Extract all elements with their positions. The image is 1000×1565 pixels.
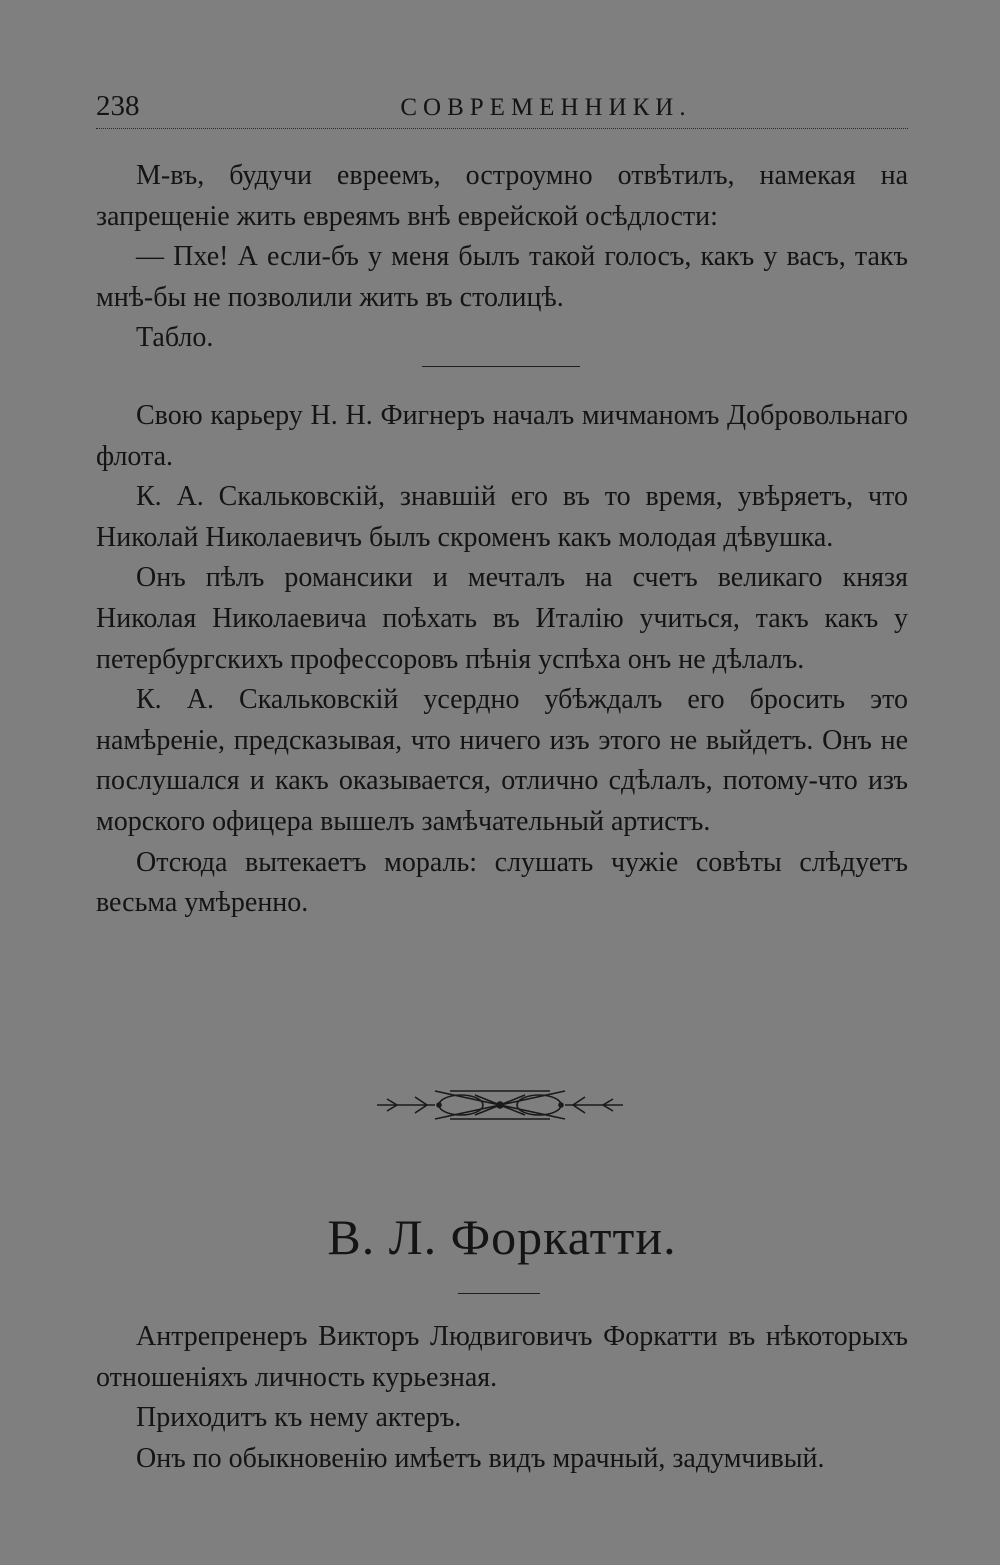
heading-underline <box>458 1293 540 1294</box>
text-block-forkatti <box>96 1317 908 1479</box>
paragraph: М-въ, будучи евреемъ, остроумно отвѣтилъ, намекая на запрещеніе жить евреямъ внѣ еврейской осѣдлости: <box>96 160 908 232</box>
section-heading: В. Л. Форкатти. <box>327 1209 677 1265</box>
text-block-anecdote <box>96 156 908 359</box>
paragraph: Антрепренеръ Викторъ Людвиговичъ Форкатти въ нѣкоторыхъ отношеніяхъ личность курьезная. <box>96 1321 908 1393</box>
paragraph: Онъ пѣлъ романсики и мечталъ на счетъ великаго князя Николая Николаевича поѣхать въ Италію учиться, такъ какъ у петербургскихъ профессоровъ пѣнія успѣха онъ не дѣлалъ. <box>96 562 908 675</box>
running-title: СОВРЕМЕННИКИ. <box>400 94 692 121</box>
decorative-vignette-icon <box>375 1085 625 1125</box>
paragraph: Табло. <box>136 322 214 354</box>
page-number: 238 <box>96 90 140 122</box>
section-divider <box>422 366 580 367</box>
paragraph: — Пхе! А если-бъ у меня былъ такой голосъ, какъ у васъ, такъ мнѣ-бы не позволили жить въ столицѣ. <box>96 241 908 313</box>
paragraph: Приходитъ къ нему актеръ. <box>136 1402 462 1434</box>
paragraph: К. А. Скальковскій, знавшій его въ то время, увѣряетъ, что Николай Николаевичъ былъ скроменъ какъ молодая дѣвушка. <box>96 481 908 553</box>
paragraph: Онъ по обыкновенію имѣетъ видъ мрачный, задумчивый. <box>136 1442 825 1474</box>
text-block-figner <box>96 396 908 924</box>
paragraph: К. А. Скальковскій усердно убѣждалъ его бросить это намѣреніе, предсказывая, что ничего изъ этого не выйдетъ. Онъ не послушался и какъ оказывается, отлично сдѣлалъ, потому-что изъ морского офицера вышелъ замѣчательный артистъ. <box>96 684 908 837</box>
paragraph: Свою карьеру Н. Н. Фигнеръ началъ мичманомъ Добровольнаго флота. <box>96 400 908 472</box>
running-head <box>96 88 908 129</box>
paragraph: Отсюда вытекаетъ мораль: слушать чужіе совѣты слѣдуетъ весьма умѣренно. <box>96 846 908 919</box>
